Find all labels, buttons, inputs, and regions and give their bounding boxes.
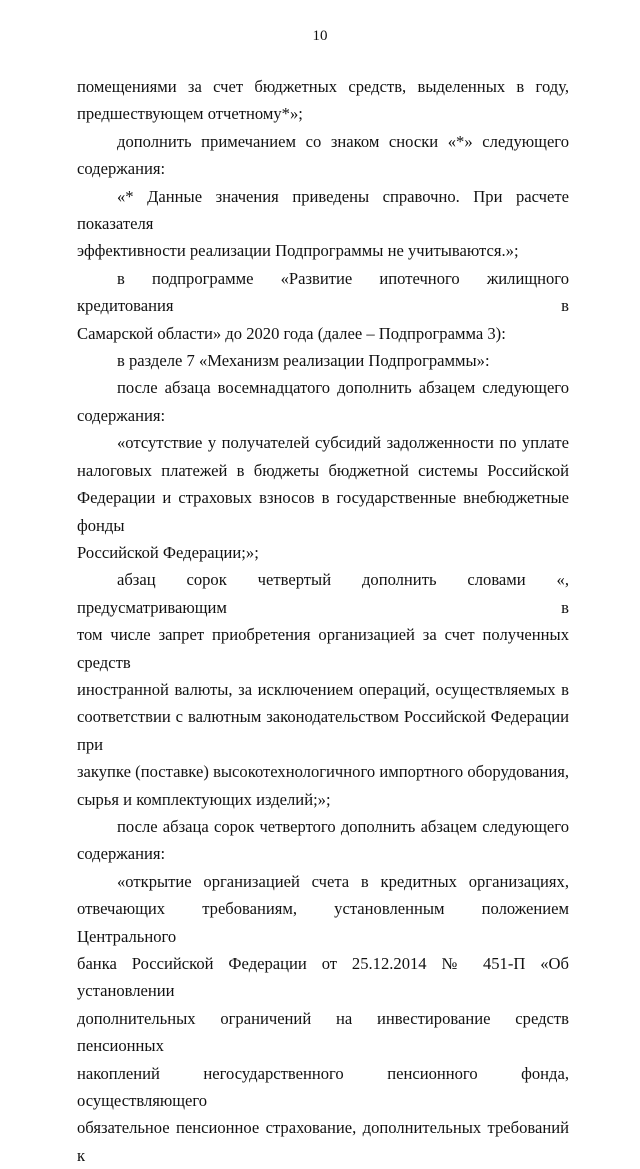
text-line: Российской Федерации;»; (77, 542, 259, 562)
text-line: «* Данные значения приведены справочно. При расчете показателя (77, 186, 569, 234)
text-line: содержания: (77, 844, 166, 864)
text-line: Самарской области» до 2020 года (далее – Подпрограмма 3): (77, 323, 506, 343)
text-line: содержания: (77, 159, 166, 179)
text-line: в разделе 7 «Механизм реализации Подпрограммы»: (117, 351, 490, 371)
paragraph (77, 429, 569, 566)
text-line: налоговых платежей в бюджеты бюджетной системы Российской (77, 460, 569, 480)
paragraph (77, 73, 569, 128)
text-line: обязательное пенсионное страхование, дополнительных требований к (77, 1118, 569, 1165)
text-line: эффективности реализации Подпрограммы не учитываются.»; (77, 241, 519, 261)
paragraph (77, 374, 569, 429)
text-line: соответствии с валютным законодательством Российской Федерации при (77, 707, 569, 754)
text-line: абзац сорок четвертый дополнить словами «, предусматривающим в (77, 570, 569, 617)
paragraph (77, 813, 569, 868)
text-line: помещениями за счет бюджетных средств, выделенных в году, (77, 77, 569, 96)
text-line: накоплений негосударственного пенсионного фонда, осуществляющего (77, 1063, 569, 1111)
text-line: том числе запрет приобретения организацией за счет полученных средств (77, 625, 569, 672)
text-line: дополнить примечанием со знаком сноски «*» следующего (117, 131, 569, 151)
paragraph (77, 347, 569, 374)
text-line: «отсутствие у получателей субсидий задолженности по уплате (117, 433, 569, 453)
text-line: закупке (поставке) высокотехнологичного импортного оборудования, (77, 762, 569, 782)
text-line: в подпрограмме «Развитие ипотечного жилищного кредитования в (77, 268, 569, 316)
text-line: содержания: (77, 405, 166, 425)
text-line: отвечающих требованиям, установленным положением Центрального (77, 899, 569, 946)
text-line: сырья и комплектующих изделий;»; (77, 789, 331, 809)
text-line: иностранной валюты, за исключением операций, осуществляемых в (77, 679, 569, 699)
paragraph (77, 265, 569, 347)
paragraph (77, 128, 569, 183)
document-body (77, 73, 569, 1169)
text-line: Федерации и страховых взносов в государственные внебюджетные фонды (77, 488, 569, 535)
paragraph (77, 566, 569, 813)
page-number: 10 (312, 28, 328, 44)
paragraph (77, 868, 569, 1169)
text-line: после абзаца восемнадцатого дополнить абзацем следующего (117, 378, 569, 398)
text-line: дополнительных ограничений на инвестирование средств пенсионных (77, 1008, 569, 1056)
text-line: после абзаца сорок четвертого дополнить абзацем следующего (117, 816, 569, 836)
text-line: банка Российской Федерации от 25.12.2014 № 451-П «Об установлении (77, 954, 569, 1001)
text-line: «открытие организацией счета в кредитных организациях, (117, 871, 569, 891)
text-line: предшествующем отчетному*»; (77, 104, 303, 124)
paragraph (77, 183, 569, 265)
